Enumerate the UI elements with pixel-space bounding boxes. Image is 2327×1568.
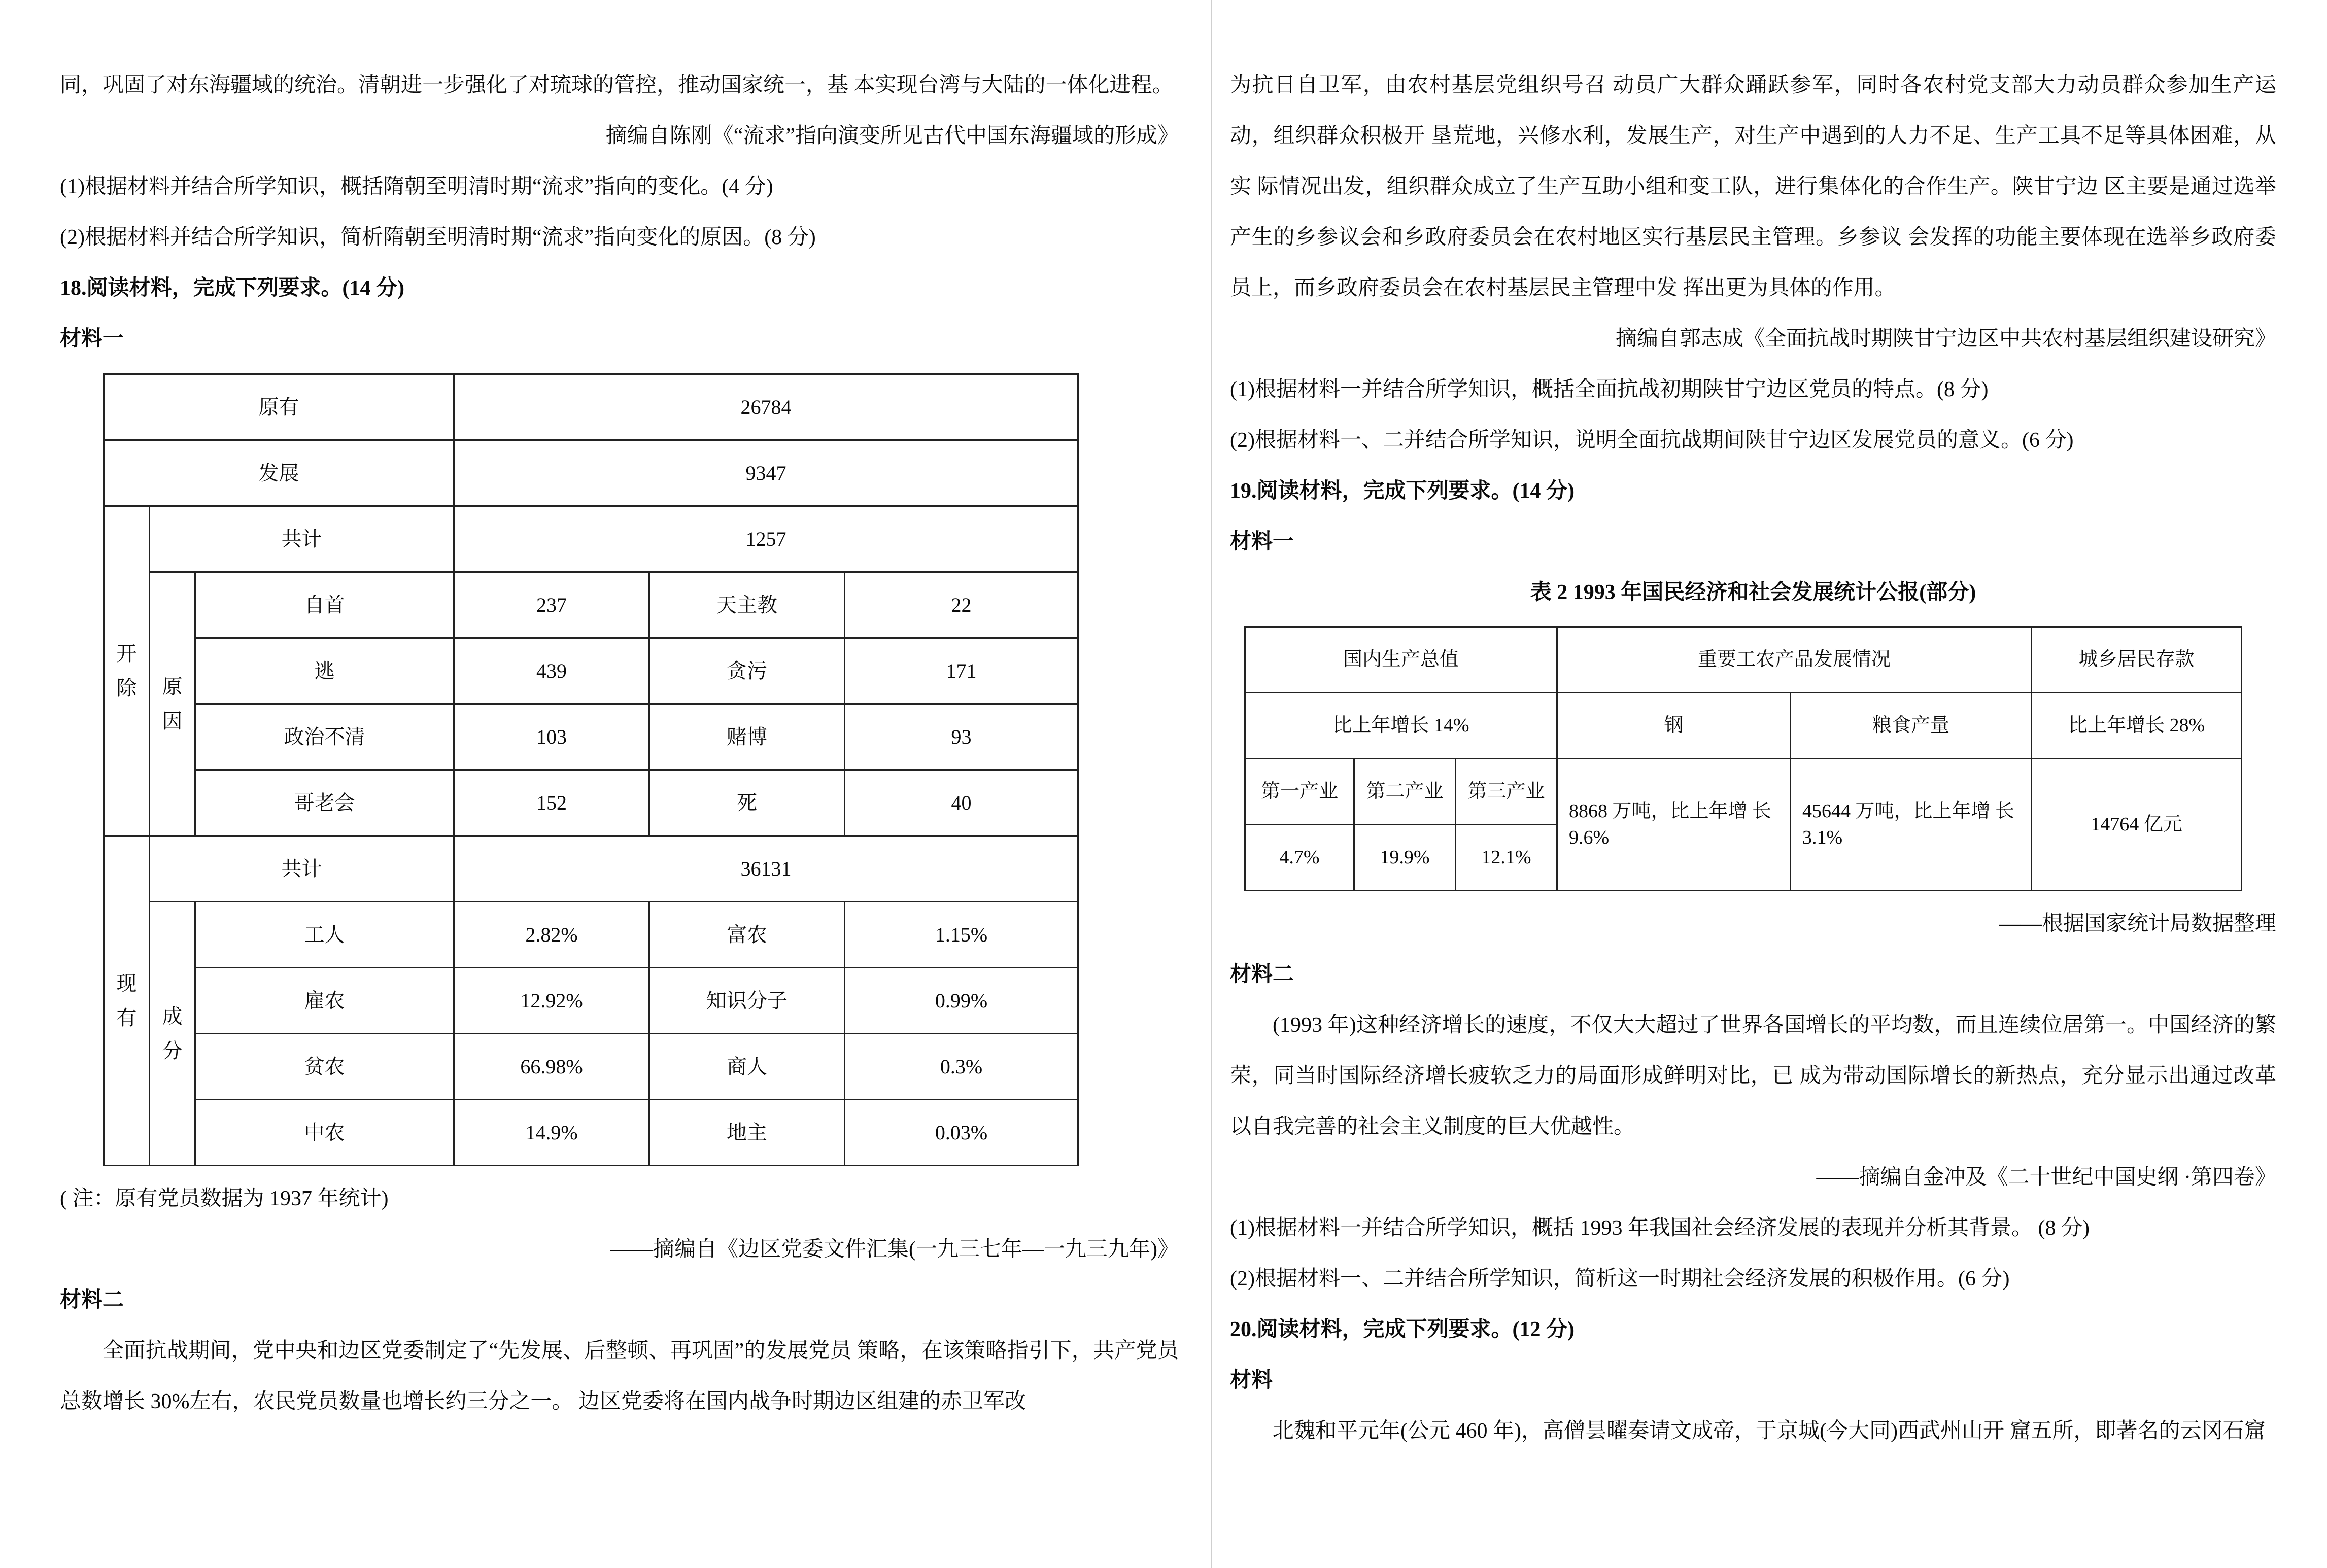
- left-column: [60, 60, 1179, 1427]
- question-18-part2: (2)根据材料一、二并结合所学知识，说明全面抗战期间陕甘宁边区发展党员的意义。(6 分): [1230, 429, 2074, 452]
- table-cell: 第三产业: [1456, 759, 1557, 825]
- material-2-label: 材料二: [60, 1288, 124, 1312]
- source-citation-stats: ——根据国家统计局数据整理: [1999, 912, 2276, 935]
- source-citation-liuqiu: 摘编自陈刚《“流求”指向演变所见古代中国东海疆域的形成》: [605, 124, 1179, 148]
- table-cell-vertical-label: [150, 902, 195, 1166]
- table-cell: 1.15%: [845, 902, 1078, 968]
- table-cell: 103: [454, 704, 649, 770]
- table-cell: 152: [454, 770, 649, 836]
- table-cell: 自首: [195, 572, 454, 638]
- table-cell-vertical-label: [150, 572, 195, 836]
- table-row: [104, 836, 1078, 902]
- question-18-part1: (1)根据材料一并结合所学知识，概括全面抗战初期陕甘宁边区党员的特点。(8 分): [1230, 378, 1989, 401]
- paragraph-material-continuation: 为抗日自卫军，由农村基层党组织号召 动员广大群众踊跃参军，同时各农村党支部大力动员群众参加生产运动，组织群众积极开 垦荒地，兴修水利，发展生产，对生产中遇到的人力不足、生产工具不足等具体困难，从实 际情况出发，组织群众成立了生产互助小组和变工队，进行集体化的合作生产。陕甘宁边 区主要是通过选举产生的乡参议会和乡政府委员会在农村地区实行基层民主管理。乡参议 会发挥的功能主要体现在选举乡政府委员上，而乡政府委员会在农村基层民主管理中发 挥出更为具体的作用。: [1230, 74, 2276, 300]
- table-cell: 0.3%: [845, 1034, 1078, 1100]
- table-row: [1245, 693, 2242, 759]
- question-17-part1: (1)根据材料并结合所学知识，概括隋朝至明清时期“流求”指向的变化。(4 分): [60, 175, 773, 198]
- material-2-label: 材料二: [1230, 963, 1294, 986]
- table-cell: 第一产业: [1245, 759, 1354, 825]
- table-cell: 36131: [454, 836, 1078, 902]
- table-row: [104, 572, 1078, 638]
- table-cell: 12.1%: [1456, 825, 1557, 891]
- table-cell: 2.82%: [454, 902, 649, 968]
- table-cell: 重要工农产品发展情况: [1557, 627, 2032, 693]
- party-statistics-table: [103, 373, 1079, 1166]
- table-cell: 贪污: [649, 638, 845, 704]
- table-cell: 政治不清: [195, 704, 454, 770]
- table-cell: 0.99%: [845, 968, 1078, 1034]
- table-cell: 93: [845, 704, 1078, 770]
- table-cell: 9347: [454, 440, 1078, 506]
- question-19-stem: 19.阅读材料，完成下列要求。(14 分): [1230, 479, 1575, 503]
- table-cell: 66.98%: [454, 1034, 649, 1100]
- table-cell: 富农: [649, 902, 845, 968]
- table-row: [104, 638, 1078, 704]
- question-17-part2: (2)根据材料并结合所学知识，简析隋朝至明清时期“流求”指向变化的原因。(8 分): [60, 226, 816, 249]
- table-cell: 第二产业: [1354, 759, 1456, 825]
- material-2-text: 全面抗战期间，党中央和边区党委制定了“先发展、后整顿、再巩固”的发展党员 策略，在该策略指引下，共产党员总数增长 30%左右，农民党员数量也增长约三分之一。 边区党委将在国内战争时期边区组建的赤卫军改: [60, 1339, 1179, 1413]
- table-row: [104, 440, 1078, 506]
- table-cell: 26784: [454, 374, 1078, 440]
- source-citation-18: ——摘编自《边区党委文件汇集(一九三七年—一九三九年)》: [610, 1238, 1179, 1261]
- table-row: [1245, 627, 2242, 693]
- vertical-label-text: 成分: [162, 1004, 183, 1062]
- paragraph-liuqiu-continuation: 同，巩固了对东海疆域的统治。清朝进一步强化了对琉球的管控，推动国家统一，基 本实现台湾与大陆的一体化进程。: [60, 74, 1174, 97]
- table-cell: 死: [649, 770, 845, 836]
- table-cell: 40: [845, 770, 1078, 836]
- table-cell: 国内生产总值: [1245, 627, 1557, 693]
- table-cell: 城乡居民存款: [2032, 627, 2242, 693]
- table-cell: 19.9%: [1354, 825, 1456, 891]
- material-label: 材料: [1230, 1369, 1273, 1392]
- table-row: [1245, 759, 2242, 825]
- table-cell: 22: [845, 572, 1078, 638]
- table-cell: 知识分子: [649, 968, 845, 1034]
- table-cell: 地主: [649, 1100, 845, 1166]
- question-19-part2: (2)根据材料一、二并结合所学知识，简析这一时期社会经济发展的积极作用。(6 分): [1230, 1267, 2010, 1291]
- vertical-label-text: 开除: [116, 642, 137, 700]
- table-cell: 12.92%: [454, 968, 649, 1034]
- table-row: [104, 1034, 1078, 1100]
- table-cell: 赌博: [649, 704, 845, 770]
- table-row: [104, 704, 1078, 770]
- table-cell: 比上年增长 28%: [2032, 693, 2242, 759]
- table-cell: 雇农: [195, 968, 454, 1034]
- table-row: [104, 968, 1078, 1034]
- table-cell: 8868 万吨，比上年增 长 9.6%: [1557, 759, 1791, 891]
- material-2-text: (1993 年)这种经济增长的速度，不仅大大超过了世界各国增长的平均数，而且连续位居第一。中国经济的繁 荣，同当时国际经济增长疲软乏力的局面形成鲜明对比，已 成为带动国际增长的新热点，充分显示出通过改革 以自我完善的社会主义制度的巨大优越性。: [1230, 1014, 2276, 1138]
- table-cell: 哥老会: [195, 770, 454, 836]
- statistics-table-title: 表 2 1993 年国民经济和社会发展统计公报(部分): [1530, 581, 1976, 604]
- table-cell-vertical-label: [104, 836, 150, 1166]
- table-cell: 钢: [1557, 693, 1791, 759]
- table-cell-vertical-label: [104, 506, 150, 836]
- table-cell: 粮食产量: [1791, 693, 2032, 759]
- table-cell: 工人: [195, 902, 454, 968]
- table-note: ( 注：原有党员数据为 1937 年统计): [60, 1187, 389, 1210]
- question-20-stem: 20.阅读材料，完成下列要求。(12 分): [1230, 1318, 1575, 1341]
- table-cell: 逃: [195, 638, 454, 704]
- table-cell: 比上年增长 14%: [1245, 693, 1557, 759]
- right-column: [1230, 60, 2276, 1456]
- table-cell: 天主教: [649, 572, 845, 638]
- economic-statistics-table: [1244, 626, 2242, 891]
- vertical-label-text: 现有: [116, 971, 137, 1029]
- vertical-label-text: 原因: [162, 675, 183, 733]
- material-1-label: 材料一: [1230, 530, 1294, 553]
- question-19-part1: (1)根据材料一并结合所学知识，概括 1993 年我国社会经济发展的表现并分析其背景。 (8 分): [1230, 1216, 2090, 1240]
- table-cell: 171: [845, 638, 1078, 704]
- table-cell: 原有: [104, 374, 454, 440]
- table-row: [104, 902, 1078, 968]
- source-citation-guo: 摘编自郭志成《全面抗战时期陕甘宁边区中共农村基层组织建设研究》: [1615, 327, 2276, 351]
- column-divider: [1211, 0, 1212, 1568]
- table-row: [104, 770, 1078, 836]
- table-cell: 237: [454, 572, 649, 638]
- question-18-stem: 18.阅读材料，完成下列要求。(14 分): [60, 276, 404, 300]
- table-cell: 发展: [104, 440, 454, 506]
- table-cell: 14764 亿元: [2032, 759, 2242, 891]
- table-cell: 商人: [649, 1034, 845, 1100]
- table-row: [104, 1100, 1078, 1166]
- table-cell: 共计: [150, 506, 454, 572]
- table-cell: 45644 万吨，比上年增 长 3.1%: [1791, 759, 2032, 891]
- table-row: [104, 374, 1078, 440]
- material-1-label: 材料一: [60, 327, 124, 351]
- table-cell: 中农: [195, 1100, 454, 1166]
- table-cell: 共计: [150, 836, 454, 902]
- table-cell: 439: [454, 638, 649, 704]
- table-row: [104, 506, 1078, 572]
- table-cell: 0.03%: [845, 1100, 1078, 1166]
- table-cell: 1257: [454, 506, 1078, 572]
- material-text: 北魏和平元年(公元 460 年)，高僧昙曜奏请文成帝，于京城(今大同)西武州山开 窟五所，即著名的云冈石窟: [1273, 1419, 2266, 1443]
- source-citation-jin: ——摘编自金冲及《二十世纪中国史纲 ·第四卷》: [1816, 1166, 2276, 1189]
- table-cell: 4.7%: [1245, 825, 1354, 891]
- table-cell: 14.9%: [454, 1100, 649, 1166]
- table-cell: 贫农: [195, 1034, 454, 1100]
